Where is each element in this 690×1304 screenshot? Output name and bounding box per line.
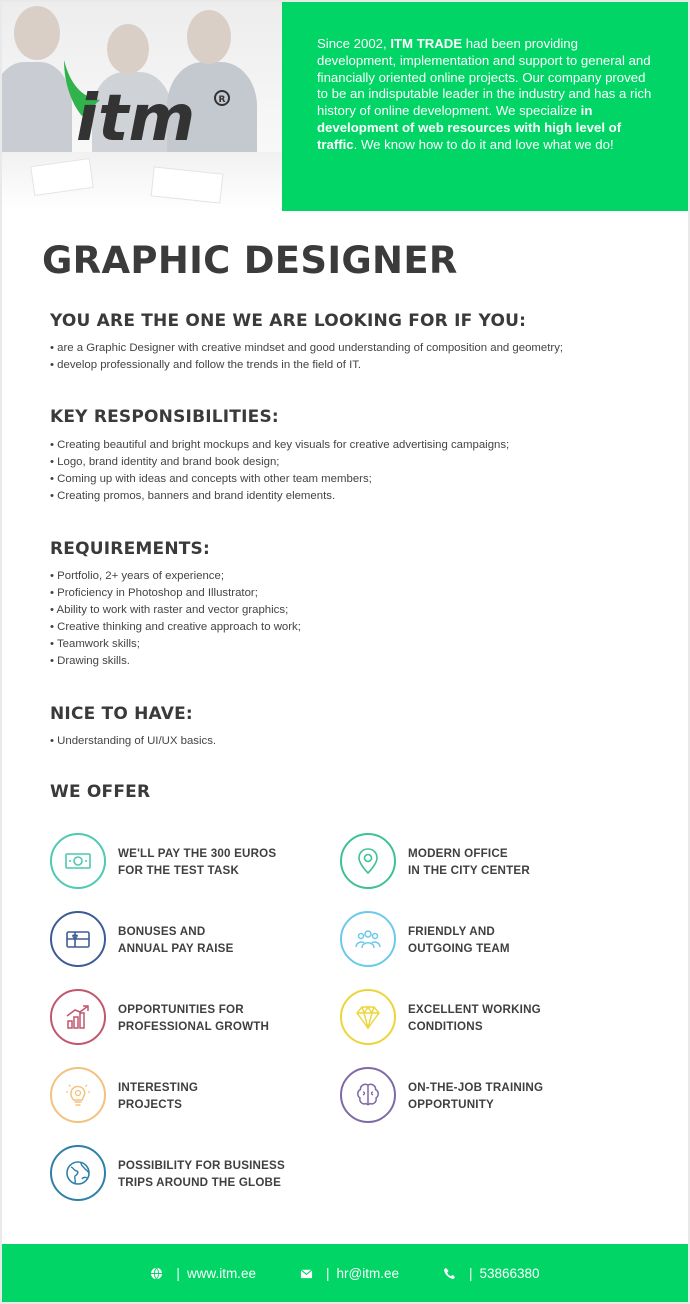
list-item: • Coming up with ideas and concepts with other team members;: [50, 471, 509, 488]
diamond-icon: [340, 989, 396, 1045]
offer-label-line: TRIPS AROUND THE GLOBE: [118, 1176, 282, 1189]
section-heading-offer: WE OFFER: [50, 782, 151, 802]
intro-text-part: in development of web resources with high level of traffic: [317, 103, 622, 152]
email-link[interactable]: hr@itm.ee: [336, 1265, 399, 1281]
offer-label-line: INTERESTING: [118, 1081, 199, 1094]
offer-label-line: PROJECTS: [118, 1098, 183, 1111]
list-item: • Drawing skills.: [50, 653, 301, 670]
offer-label-line: OPPORTUNITY: [408, 1098, 494, 1111]
header: [2, 2, 688, 211]
offer-label-line: PROFESSIONAL GROWTH: [118, 1020, 270, 1033]
offer-item: [50, 1067, 330, 1125]
offer-label-line: IN THE CITY CENTER: [408, 864, 530, 877]
offer-label-line: ANNUAL PAY RAISE: [118, 942, 234, 955]
offer-item: [340, 989, 620, 1047]
list-item: • Teamwork skills;: [50, 636, 301, 653]
gift-card-icon: [50, 911, 106, 967]
list-item: • are a Graphic Designer with creative mindset and good understanding of composition and geometry;: [50, 340, 563, 357]
nice-to-have-list: [50, 733, 216, 750]
offer-label-line: WE'LL PAY THE 300 EUROS: [118, 847, 277, 860]
svg-text:itm: itm: [76, 82, 196, 150]
website-link[interactable]: www.itm.ee: [186, 1265, 256, 1281]
footer: [2, 1244, 688, 1302]
offer-label-line: FRIENDLY AND: [408, 925, 496, 938]
growth-chart-icon: [50, 989, 106, 1045]
section-heading-responsibilities: KEY RESPONSIBILITIES:: [50, 407, 279, 427]
offer-label: [408, 1001, 541, 1035]
offer-label-line: OUTGOING TEAM: [408, 942, 510, 955]
offer-label-line: POSSIBILITY FOR BUSINESS: [118, 1159, 285, 1172]
offer-item: [340, 911, 620, 969]
list-item: • develop professionally and follow the trends in the field of IT.: [50, 357, 563, 374]
team-icon: [340, 911, 396, 967]
offer-label-line: OPPORTUNITIES FOR: [118, 1003, 244, 1016]
itm-logo: [60, 54, 240, 150]
envelope-icon: [300, 1267, 313, 1280]
offer-label: [408, 1079, 543, 1113]
list-item: • Logo, brand identity and brand book design;: [50, 454, 509, 471]
intro-text-part: Since 2002,: [317, 36, 391, 51]
list-item: • Ability to work with raster and vector graphics;: [50, 602, 301, 619]
money-icon: [50, 833, 106, 889]
list-item: • Creating beautiful and bright mockups and key visuals for creative advertising campaigns;: [50, 437, 509, 454]
list-item: • Creating promos, banners and brand identity elements.: [50, 488, 509, 505]
responsibilities-list: [50, 437, 509, 505]
brain-icon: [340, 1067, 396, 1123]
svg-text:R: R: [218, 95, 226, 105]
intro-text-part: had been providing development, implementation and support to general and financially oriented online projects. Our company proved to be an indisputable leader in the industry and has a rich history of online development. We specialize: [317, 36, 652, 119]
offer-label-line: FOR THE TEST TASK: [118, 864, 240, 877]
section-heading-looking: YOU ARE THE ONE WE ARE LOOKING FOR IF YOU:: [50, 311, 527, 331]
offer-item: [50, 911, 330, 969]
intro-text: [317, 36, 657, 154]
offer-item: [50, 989, 330, 1047]
offer-label: [118, 1157, 285, 1191]
offer-label-line: ON-THE-JOB TRAINING: [408, 1081, 544, 1094]
intro-text-part: . We know how to do it and love what we do!: [353, 136, 614, 152]
footer-email[interactable]: [300, 1266, 399, 1281]
looking-list: [50, 340, 563, 374]
location-pin-icon: [340, 833, 396, 889]
phone-icon: [443, 1267, 456, 1280]
list-item: • Proficiency in Photoshop and Illustrator;: [50, 585, 301, 602]
offer-label: [118, 1001, 269, 1035]
requirements-list: [50, 568, 301, 670]
footer-website[interactable]: [150, 1266, 256, 1281]
globe-icon: [50, 1145, 106, 1201]
globe-icon: [150, 1267, 163, 1280]
offer-label-line: BONUSES AND: [118, 925, 206, 938]
vacancy-page: [2, 2, 688, 1302]
company-intro: [282, 2, 688, 211]
intro-text-part: ITM TRADE: [390, 36, 463, 51]
page-title: GRAPHIC DESIGNER: [42, 239, 458, 282]
lightbulb-icon: [50, 1067, 106, 1123]
offer-label: [408, 923, 510, 957]
footer-separator: |: [176, 1265, 180, 1281]
footer-phone[interactable]: [443, 1266, 540, 1281]
footer-separator: |: [468, 1265, 473, 1281]
offer-item: [50, 833, 330, 891]
offer-label-line: CONDITIONS: [408, 1020, 483, 1033]
offer-item: [50, 1145, 330, 1203]
list-item: • Creative thinking and creative approach to work;: [50, 619, 301, 636]
offer-label: [118, 1079, 198, 1113]
offer-label-line: MODERN OFFICE: [408, 847, 508, 860]
offer-label: [118, 845, 276, 879]
offer-label: [408, 845, 530, 879]
section-heading-nice: NICE TO HAVE:: [50, 704, 193, 724]
list-item: • Portfolio, 2+ years of experience;: [50, 568, 301, 585]
offer-item: [340, 1067, 620, 1125]
list-item: • Understanding of UI/UX basics.: [50, 733, 216, 750]
offer-label: [118, 923, 234, 957]
section-heading-requirements: REQUIREMENTS:: [50, 539, 210, 559]
offer-item: [340, 833, 620, 891]
footer-separator: |: [325, 1265, 330, 1281]
offer-label-line: EXCELLENT WORKING: [408, 1003, 541, 1016]
phone-number[interactable]: 53866380: [479, 1265, 540, 1281]
team-photo: [2, 2, 282, 211]
